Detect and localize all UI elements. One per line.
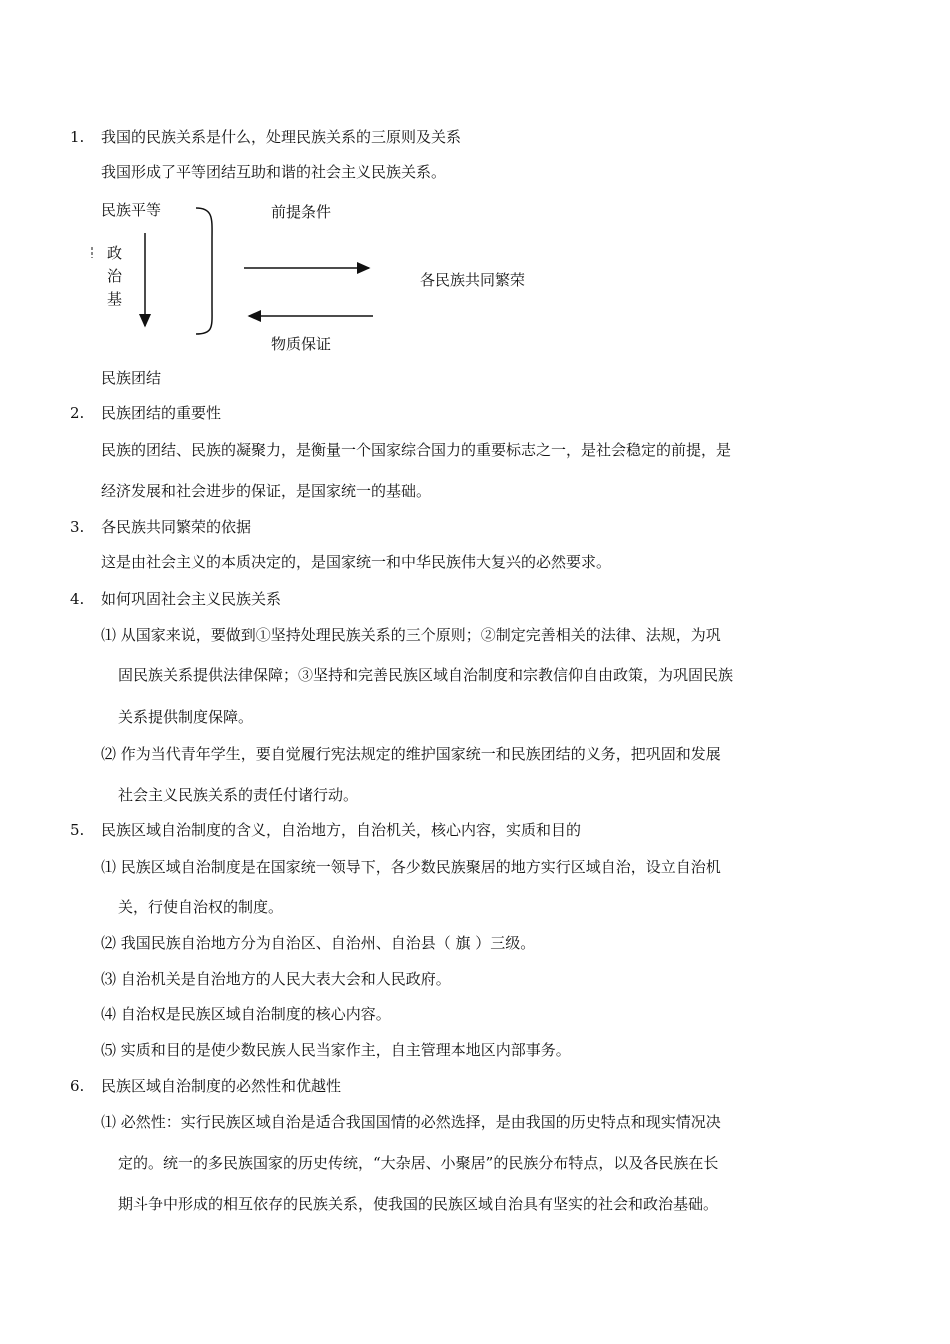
- item-4-line-5: 社会主义民族关系的责任付诸行动。: [118, 786, 359, 804]
- item-5-heading: 民族区域自治制度的含义，自治地方，自治机关，核心内容，实质和目的: [101, 821, 582, 839]
- vertical-char-3: 基: [107, 290, 123, 308]
- item-5-line-6: ⑸ 实质和目的是使少数民族人民当家作主，自主管理本地区内部事务。: [101, 1041, 571, 1059]
- item-4-number: 4.: [70, 590, 85, 608]
- item-1-heading: 我国的民族关系是什么，处理民族关系的三原则及关系: [101, 128, 462, 146]
- item-3-line-1: 这是由社会主义的本质决定的，是国家统一和中华民族伟大复兴的必然要求。: [101, 553, 612, 571]
- item-2-number: 2.: [70, 404, 85, 422]
- item-1-number: 1.: [70, 128, 85, 146]
- vertical-char-1: 政: [107, 244, 123, 262]
- target-label: 各民族共同繁荣: [420, 271, 526, 289]
- right-brace: [196, 208, 212, 334]
- arrow-left-label: 物质保证: [271, 335, 332, 353]
- item-4-line-1: ⑴ 从国家来说，要做到①坚持处理民族关系的三个原则；②制定完善相关的法律、法规，为巩: [101, 626, 721, 644]
- bottom-label: 民族团结: [101, 369, 162, 387]
- item-6-heading: 民族区域自治制度的必然性和优越性: [101, 1077, 342, 1095]
- item-5-line-3: ⑵ 我国民族自治地方分为自治区、自治州、自治县（ 旗 ）三级。: [101, 934, 536, 952]
- item-4-line-4: ⑵ 作为当代青年学生，要自觉履行宪法规定的维护国家统一和民族团结的义务，把巩固和发展: [101, 745, 721, 763]
- item-4-heading: 如何巩固社会主义民族关系: [101, 590, 282, 608]
- item-5-line-4: ⑶ 自治机关是自治地方的人民大表大会和人民政府。: [101, 970, 451, 988]
- item-4-line-2: 固民族关系提供法律保障；③坚持和完善民族区域自治制度和宗教信仰自由政策，为巩固民族: [118, 666, 734, 684]
- item-3-number: 3.: [70, 518, 85, 536]
- arrow-right-label: 前提条件: [271, 203, 332, 221]
- item-5-line-2: 关，行使自治权的制度。: [118, 898, 284, 916]
- top-label: 民族平等: [101, 201, 162, 219]
- item-1-line-1: 我国形成了平等团结互助和谐的社会主义民族关系。: [101, 163, 447, 181]
- item-3-heading: 各民族共同繁荣的依据: [101, 518, 252, 536]
- item-6-line-1: ⑴ 必然性：实行民族区域自治是适合我国国情的必然选择，是由我国的历史特点和现实情况决: [101, 1113, 721, 1131]
- item-2-heading: 民族团结的重要性: [101, 404, 222, 422]
- item-6-line-3: 期斗争中形成的相互依存的民族关系，使我国的民族区域自治具有坚实的社会和政治基础。: [118, 1195, 719, 1213]
- item-5-line-5: ⑷ 自治权是民族区域自治制度的核心内容。: [101, 1005, 391, 1023]
- item-4-line-3: 关系提供制度保障。: [118, 708, 254, 726]
- item-6-number: 6.: [70, 1077, 85, 1095]
- vertical-char-2: 治: [107, 267, 123, 285]
- item-2-line-1: 民族的团结、民族的凝聚力，是衡量一个国家综合国力的重要标志之一，是社会稳定的前提，是: [101, 441, 732, 459]
- item-5-number: 5.: [70, 821, 85, 839]
- item-5-line-1: ⑴ 民族区域自治制度是在国家统一领导下，各少数民族聚居的地方实行区域自治，设立自治机: [101, 858, 721, 876]
- item-6-line-2: 定的。统一的多民族国家的历史传统，“大杂居、小聚居”的民族分布特点，以及各民族在长: [118, 1154, 719, 1172]
- item-2-line-2: 经济发展和社会进步的保证，是国家统一的基础。: [101, 482, 432, 500]
